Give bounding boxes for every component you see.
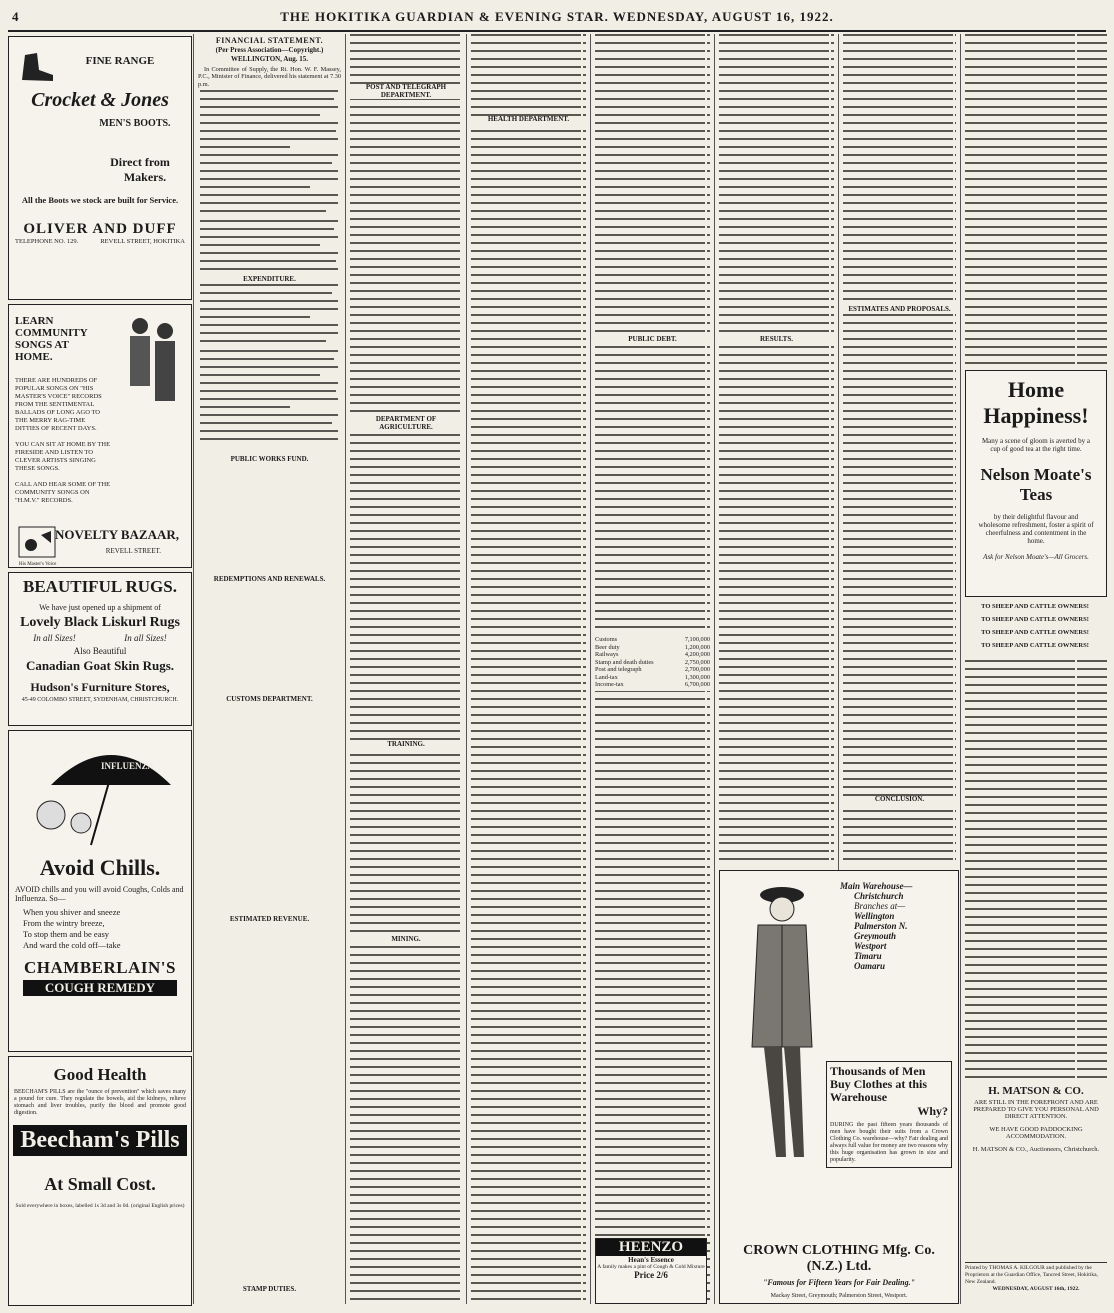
notice-line: TO SHEEP AND CATTLE OWNERS! [981, 616, 1089, 623]
sheep-owners-text [965, 660, 1107, 1080]
branch-list [840, 881, 950, 971]
section-heading: EXPENDITURE. [198, 276, 341, 284]
ad-logo-caption: His Master's Voice [19, 562, 57, 567]
ad-direct: Direct from [110, 155, 170, 169]
ad-heading-2: Happiness! [983, 403, 1089, 428]
notice-line: TO SHEEP AND CATTLE OWNERS! [981, 629, 1089, 636]
ad-sign: H. MATSON & CO., Auctioneers, Christchurch. [972, 1146, 1100, 1153]
matson-ad [965, 1085, 1107, 1153]
revenue-table [595, 634, 710, 691]
ad-brand: Beecham's Pills [13, 1125, 187, 1156]
article-column-6 [843, 34, 956, 864]
masthead [8, 4, 1106, 32]
article-headline: FINANCIAL STATEMENT. [215, 36, 324, 45]
section-heading: REDEMPTIONS AND RENEWALS. [198, 576, 341, 584]
ad-sub: MEN'S BOOTS. [99, 118, 171, 129]
article-text-lines [965, 660, 1107, 1080]
ad-product: COUGH REMEDY [23, 980, 177, 996]
umbrella-text: INFLUENZA [101, 761, 155, 771]
ad-motto: "Famous for Fifteen Years for Fair Dealing." [762, 1278, 916, 1287]
ad-foot: Sold everywhere in boxes, labelled 1s 3d and 3s 0d. (original English prices) [15, 1203, 185, 1209]
ad-shop: OLIVER AND DUFF [23, 221, 177, 237]
branch-item: Timaru [854, 951, 882, 961]
article-column-5 [719, 34, 834, 864]
ad-sizes: In all Sizes! [124, 633, 167, 643]
ad-street: REVELL STREET, HOKITIKA [100, 238, 185, 245]
ad-call: CALL AND HEAR SOME OF THE COMMUNITY SONGS ON "H.M.V." RECORDS. [15, 481, 111, 504]
ad-heading: Home [1007, 377, 1065, 402]
article-column-4 [595, 34, 710, 1304]
section-heading: PUBLIC WORKS FUND. [198, 456, 341, 464]
page-number: 4 [12, 9, 20, 24]
his-masters-voice-logo [17, 525, 57, 561]
sheep-owners-notice [965, 600, 1105, 652]
ad-lisk: Lovely Black Liskurl Rugs [20, 615, 180, 630]
column-rule [193, 34, 194, 1304]
table-row: Income-tax 6,700,000 [595, 681, 710, 688]
beechams-ad [8, 1056, 192, 1306]
imprint-text: Printed by THOMAS A. KILGOUR and published by the Proprietors at the Guardian Office, Tancred Street, Hokitika, New Zealand. [965, 1265, 1098, 1285]
article-column-2 [350, 34, 462, 1304]
section-heading: POST AND TELEGRAPH DEPARTMENT. [350, 84, 462, 99]
newspaper-title: THE HOKITIKA GUARDIAN & EVENING STAR. WEDNESDAY, AUGUST 16, 1922. [280, 9, 834, 24]
ad-heading: H. MATSON & CO. [988, 1085, 1084, 1097]
section-heading: CUSTOMS DEPARTMENT. [198, 696, 341, 704]
printer-imprint [965, 1262, 1107, 1293]
crocket-jones-ad [8, 36, 192, 300]
ad-ask: Ask for Nelson Moate's—All Grocers. [983, 553, 1089, 561]
table-row: Beer duty 1,200,000 [595, 643, 710, 651]
column-rule [714, 34, 715, 1304]
section-heading: PUBLIC DEBT. [595, 336, 710, 344]
ad-shop: Hudson's Furniture Stores, [30, 680, 170, 694]
ad-warehouse: Main Warehouse— [840, 881, 913, 891]
ad-shop: NOVELTY BAZAAR, [54, 527, 179, 542]
article-column-1 [198, 34, 341, 1304]
branch-item: Oamaru [854, 961, 886, 971]
table-row: Land-tax 1,300,000 [595, 673, 710, 681]
ad-price: Price 2/6 [634, 1270, 668, 1280]
section-heading: HEALTH DEPARTMENT. [471, 116, 586, 124]
section-heading: STAMP DUTIES. [198, 1286, 341, 1294]
ad-body: THERE ARE HUNDREDS OF POPULAR SONGS ON "HIS MASTER'S VOICE" RECORDS FROM THE SENTIMENTAL BALLADS OF LONG AGO TO THE MERRY RAG-TIME DITTIES OF RECENT DAYS. [15, 377, 102, 432]
ad-addr: Mackay Street, Greymouth; Palmerston Street, Westport. [770, 1293, 908, 1299]
ad-line2: YOU CAN SIT AT HOME BY THE FIRESIDE AND LISTEN TO CLEVER ARTISTS SINGING THESE SONGS. [15, 441, 111, 472]
branch-item: Palmerston N. [854, 921, 908, 931]
rugs-ad [8, 572, 192, 726]
ad-brand: Crocket & Jones [31, 89, 169, 111]
ad-body: DURING the past fifteen years thousands of men have bought their suits from a Crown Clothing Co. warehouse—why? Fair dealing and always full value for money are two reasons why this huge organisation has grown in size and popularity. [830, 1122, 948, 1163]
ad-sub: by their delightful flavour and wholesome refreshment, foster a spirit of cheerfulness and contentment in the home. [978, 513, 1094, 545]
article-column-3 [471, 34, 586, 1304]
ad-goat: Canadian Goat Skin Rugs. [25, 658, 175, 673]
ad-brand: CHAMBERLAIN'S [24, 958, 176, 977]
ad-heading: Avoid Chills. [39, 855, 161, 880]
ad-street: REVELL STREET. [105, 547, 161, 555]
clothing-copy-box [826, 1061, 952, 1168]
ad-heading: Thousands of Men Buy Clothes at this Warehouse [830, 1064, 928, 1104]
table-row: Customs 7,100,000 [595, 636, 710, 643]
ad-heading: Good Health [53, 1065, 147, 1084]
branch-item: Westport [854, 941, 887, 951]
community-songs-ad [8, 304, 192, 568]
nelson-moate-tea-ad [965, 370, 1107, 597]
ad-line: When you shiver and sneeze [23, 907, 121, 917]
branch-item: Greymouth [854, 931, 897, 941]
ad-line: From the wintry breeze, [23, 918, 105, 928]
section-heading: CONCLUSION. [843, 796, 956, 804]
branch-item: Christchurch [854, 891, 904, 901]
ad-body: BEECHAM'S PILLS are the "ounce of prevention" which saves many a pound for cure. They regulate the bowels, aid the kidneys, relieve stomach and liver troubles, purify the blood and promote good digestion. [14, 1089, 186, 1116]
article-text-lines [200, 90, 340, 1270]
imprint-date: WEDNESDAY, AUGUST 16th, 1922. [992, 1286, 1080, 1292]
table-row: Railways 4,200,000 [595, 651, 710, 658]
section-heading: DEPARTMENT OF AGRICULTURE. [350, 416, 462, 431]
column-rule [345, 34, 346, 1304]
ad-also: Also Beautiful [73, 646, 127, 656]
ad-brand-2: Teas [1019, 485, 1053, 504]
article-dateline: WELLINGTON, Aug. 15. [230, 55, 309, 63]
branch-item: Branches at— [854, 901, 906, 911]
article-text-lines [965, 34, 1107, 364]
column-rule [590, 34, 591, 1304]
ad-line: And ward the cold off—take [23, 940, 121, 950]
section-heading: TRAINING. [350, 741, 462, 749]
umbrella-illustration [11, 735, 189, 855]
article-text-lines [350, 34, 462, 1304]
heenzo-ad [595, 1238, 707, 1304]
ad-makers: Makers. [123, 170, 167, 184]
ad-intro: We have just opened up a shipment of [39, 603, 161, 612]
article-text-lines [471, 34, 586, 1304]
ad-heading: LEARN COMMUNITY SONGS AT HOME. [15, 315, 88, 363]
section-heading: ESTIMATED REVENUE. [198, 916, 341, 924]
section-heading: RESULTS. [719, 336, 834, 344]
singers-illustration [115, 311, 185, 421]
ad-why: Why? [917, 1104, 948, 1118]
ad-body: ARE STILL IN THE FOREFRONT AND ARE PREPARED TO GIVE YOU PERSONAL AND DIRECT ATTENTION. [973, 1099, 1099, 1120]
ad-tagline: All the Boots we stock are built for Service. [21, 195, 179, 205]
article-text-lines [843, 34, 956, 864]
ad-line: A family makes a pint of Cough & Cold Mixture [597, 1264, 705, 1270]
ad-brand: HEENZO [596, 1239, 706, 1256]
man-in-suit-illustration [724, 877, 834, 1167]
ad-street: 45-49 COLOMBO STREET, SYDENHAM, CHRISTCHURCH. [21, 697, 179, 703]
ad-brand: Nelson Moate's [980, 465, 1092, 484]
ad-brand: CROWN CLOTHING Mfg. Co. (N.Z.) Ltd. [743, 1243, 935, 1274]
article-text-lines [719, 34, 834, 864]
article-intro: In Committee of Supply, the Rt. Hon. W. F. Massey, P.C., Minister of Finance, delivered his statement at 7.30 p.m. [198, 65, 341, 88]
ad-line: AVOID chills and you will avoid Coughs, Colds and Influenza. So— [15, 885, 184, 903]
article-column-7 [965, 34, 1107, 364]
chamberlains-ad [8, 730, 192, 1052]
ad-tel: TELEPHONE NO. 129. [15, 238, 79, 245]
crown-clothing-ad [719, 870, 959, 1304]
section-heading: ESTIMATES AND PROPOSALS. [843, 306, 956, 314]
table-row: Post and telegraph 2,700,000 [595, 666, 710, 673]
ad-line: To stop them and be easy [23, 929, 110, 939]
column-rule [466, 34, 467, 1304]
ad-sub: Hean's Essence [628, 1256, 674, 1264]
article-byline: (Per Press Association—Copyright.) [215, 45, 324, 54]
table-row: Stamp and death duties 2,750,000 [595, 658, 710, 666]
notice-line: TO SHEEP AND CATTLE OWNERS! [981, 603, 1089, 610]
notice-line: TO SHEEP AND CATTLE OWNERS! [981, 642, 1089, 649]
ad-foot: WE HAVE GOOD PADDOCKING ACCOMMODATION. [989, 1126, 1083, 1140]
ad-price: At Small Cost. [44, 1174, 156, 1194]
branch-item: Wellington [854, 911, 895, 921]
section-heading: MINING. [350, 936, 462, 944]
ad-heading: FINE RANGE [85, 55, 155, 67]
column-rule [960, 34, 961, 1304]
boot-illustration [17, 45, 57, 85]
article-text-block [198, 90, 341, 1270]
ad-sizes: In all Sizes! [33, 633, 76, 643]
ad-tag: Many a scene of gloom is averted by a cup of good tea at the right time. [981, 437, 1091, 453]
ad-heading: BEAUTIFUL RUGS. [23, 577, 177, 596]
